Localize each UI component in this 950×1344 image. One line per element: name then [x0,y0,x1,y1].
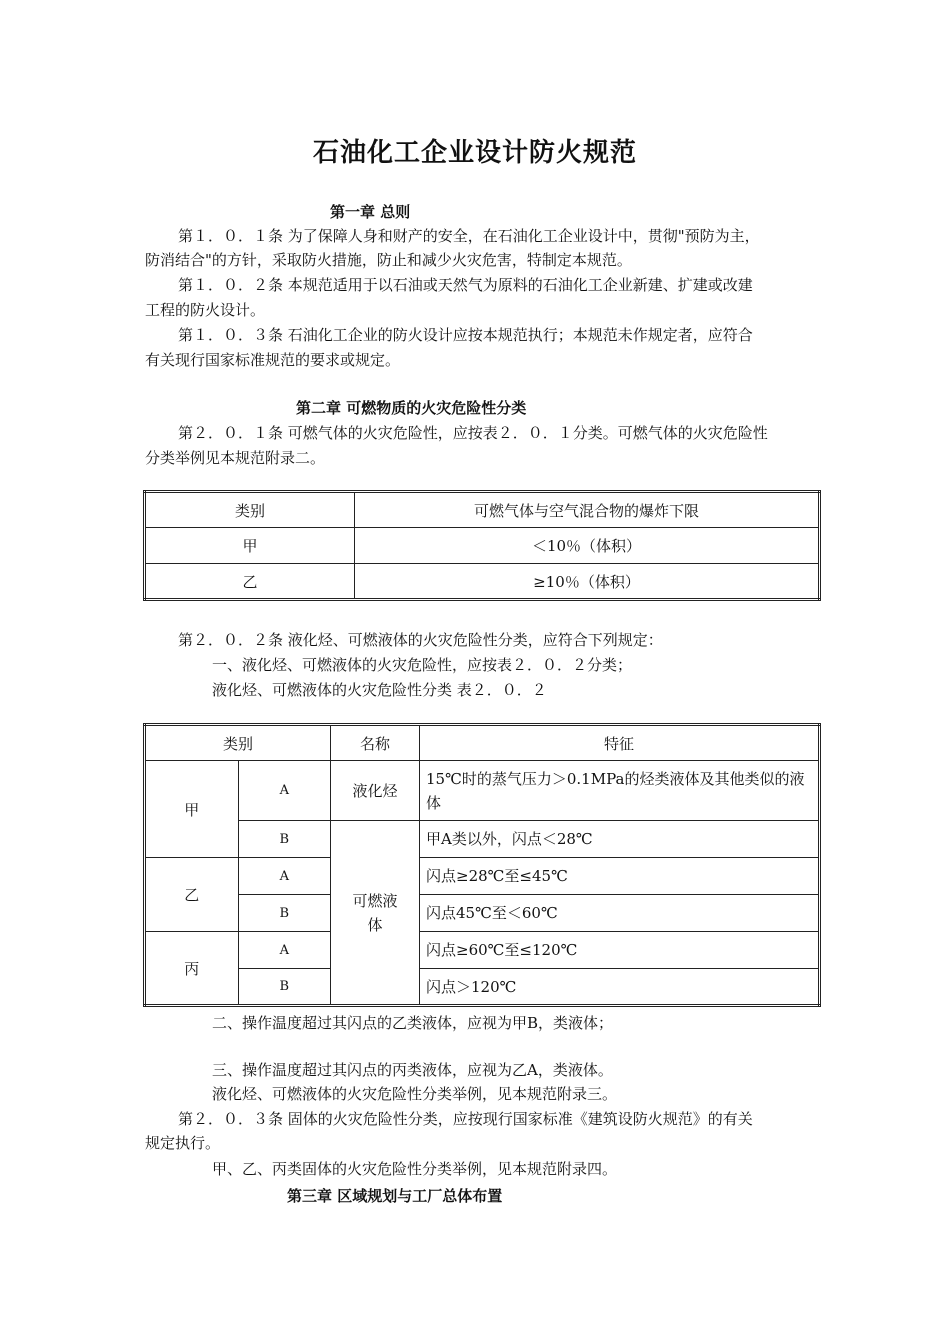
article-2-0-2-item1: 一、液化烃、可燃液体的火灾危险性，应按表２．０．２分类； [212,656,633,674]
table-2-0-2 [143,723,821,1007]
table2-sub-a: A [238,932,330,969]
table-row [145,564,820,600]
table1-cell-limit: ＜10％（体积） [355,528,820,564]
article-2-0-2-item2: 二、操作温度超过其闪点的乙类液体，应视为甲B，类液体； [212,1014,614,1032]
table-row [145,932,820,969]
table-row [145,528,820,564]
document-title: 石油化工企业设计防火规范 [312,138,637,168]
article-2-0-3-line1: 第２．０．３条 固体的火灾危险性分类，应按现行国家标准《建筑设防火规范》的有关 [178,1110,753,1128]
table1-cell-limit: ≥10％（体积） [355,564,820,600]
table2-feature-yi-a: 闪点≥28℃至≤45℃ [420,858,820,895]
table1-header-category: 类别 [145,492,355,528]
chapter-1-heading: 第一章 总则 [330,203,411,221]
table2-group-bing: 丙 [145,932,239,1006]
table-2-0-2-caption: 液化烃、可燃液体的火灾危险性分类 表２．０．２ [212,681,547,699]
table2-group-yi: 乙 [145,858,239,932]
table2-header-category: 类别 [145,725,331,761]
article-2-0-1-line2: 分类举例见本规范附录二。 [145,449,326,467]
article-1-0-2-line2: 工程的防火设计。 [145,301,266,319]
table-2-0-1 [143,490,821,601]
table2-sub-a: A [238,858,330,895]
article-2-0-2-note: 液化烃、可燃液体的火灾危险性分类举例，见本规范附录三。 [212,1085,618,1103]
article-2-0-3-note: 甲、乙、丙类固体的火灾危险性分类举例，见本规范附录四。 [212,1160,618,1178]
table2-feature-bing-a: 闪点≥60℃至≤120℃ [420,932,820,969]
table1-header-limit: 可燃气体与空气混合物的爆炸下限 [355,492,820,528]
table-row [145,969,820,1006]
article-1-0-3-line1: 第１．０．３条 石油化工企业的防火设计应按本规范执行；本规范未作规定者，应符合 [178,326,753,344]
table2-feature-jia-a: 15℃时的蒸气压力＞0.1MPa的烃类液体及其他类似的液体 [420,761,820,821]
article-2-0-3-line2: 规定执行。 [145,1134,221,1152]
article-2-0-1-line1: 第２．０．１条 可燃气体的火灾危险性，应按表２．０．１分类。可燃气体的火灾危险性 [178,424,768,442]
article-1-0-1-line1: 第１．０．１条 为了保障人身和财产的安全，在石油化工企业设计中，贯彻"预防为主， [178,227,760,245]
chapter-3-heading: 第三章 区域规划与工厂总体布置 [287,1187,503,1205]
article-2-0-2-item3: 三、操作温度超过其闪点的丙类液体，应视为乙A，类液体。 [212,1061,613,1079]
article-1-0-2-line1: 第１．０．２条 本规范适用于以石油或天然气为原料的石油化工企业新建、扩建或改建 [178,276,753,294]
table1-cell-category: 甲 [145,528,355,564]
table1-cell-category: 乙 [145,564,355,600]
chapter-2-heading: 第二章 可燃物质的火灾危险性分类 [296,399,527,417]
table-row [145,895,820,932]
article-1-0-1-line2: 防消结合"的方针，采取防火措施，防止和减少火灾危害，特制定本规范。 [145,251,632,269]
table2-feature-yi-b: 闪点45℃至＜60℃ [420,895,820,932]
table2-feature-bing-b: 闪点＞120℃ [420,969,820,1006]
table2-name-lpg: 液化烃 [331,761,420,821]
table2-group-jia: 甲 [145,761,239,858]
table2-header-feature: 特征 [420,725,820,761]
article-2-0-2-intro: 第２．０．２条 液化烃、可燃液体的火灾危险性分类，应符合下列规定： [178,631,663,649]
table2-sub-a: A [238,761,330,821]
table-row [145,821,820,858]
article-1-0-3-line2: 有关现行国家标准规范的要求或规定。 [145,351,401,369]
table2-sub-b: B [238,969,330,1006]
table2-sub-b: B [238,895,330,932]
table2-header-name: 名称 [331,725,420,761]
table2-feature-jia-b: 甲A类以外，闪点＜28℃ [420,821,820,858]
table-row [145,761,820,821]
table2-name-liquid: 可燃液体 [331,821,420,1006]
table2-sub-b: B [238,821,330,858]
table-row [145,858,820,895]
